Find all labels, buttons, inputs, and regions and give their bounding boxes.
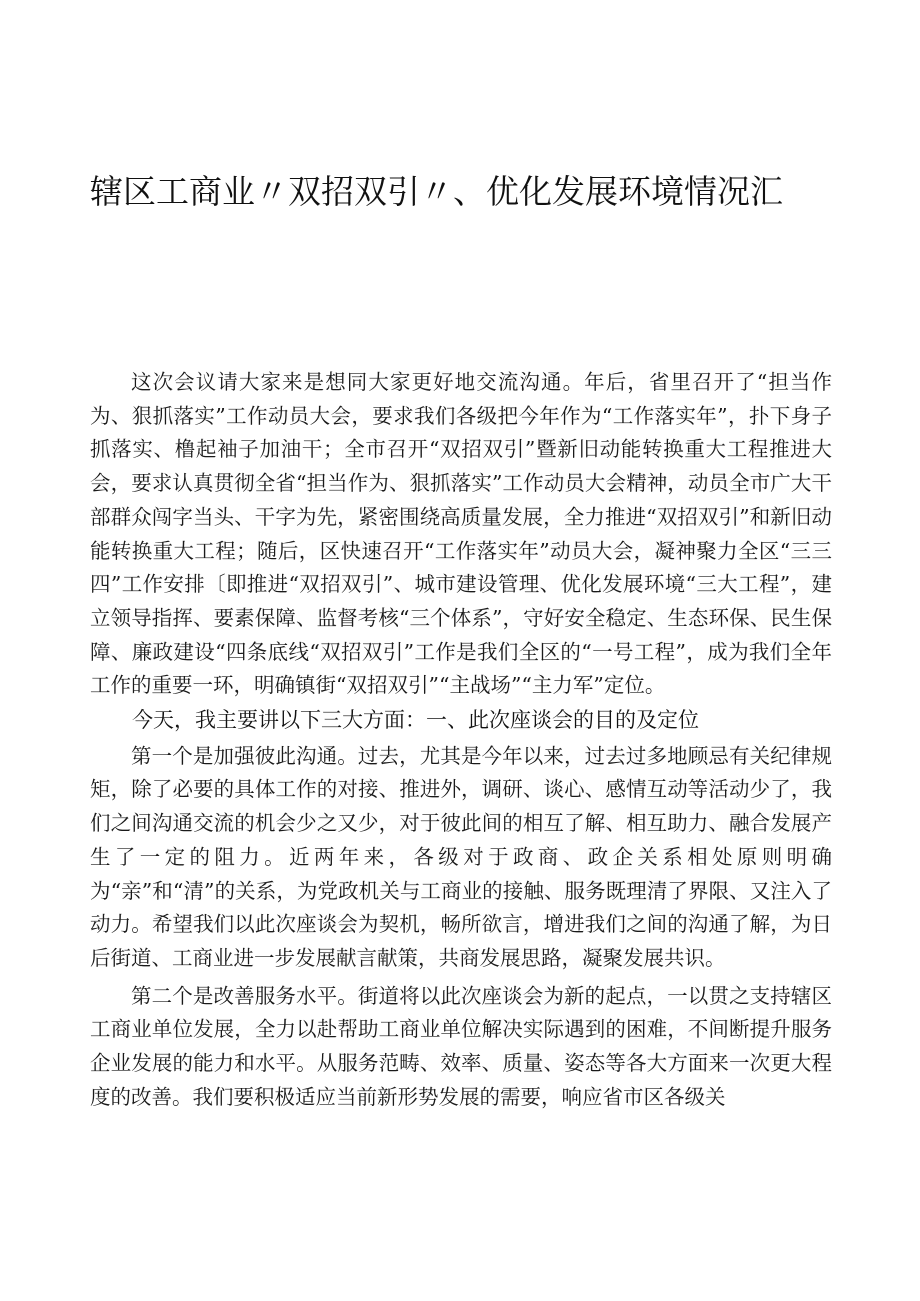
document-title: 辖区工商业〃双招双引〃、优化发展环境情况汇 bbox=[90, 172, 783, 211]
document-body bbox=[90, 366, 832, 1114]
paragraph-intro: 这次会议请大家来是想同大家更好地交流沟通。年后，省里召开了“担当作为、狠抓落实”工作动员大会，要求我们各级把今年作为“工作落实年”，扑下身子抓落实、橹起袖子加油干；全市召开“双招双引”暨新旧动能转换重大工程推进大会，要求认真贯彻全省“担当作为、狠抓落实”工作动员大会精神，动员全市广大干部群众闯字当头、干字为先，紧密围绕高质量发展，全力推进“双招双引”和新旧动能转换重大工程；随后，区快速召开“工作落实年”动员大会，凝神聚力全区“三三四”工作安排〔即推进“双招双引”、城市建设管理、优化发展环境“三大工程”，建立领导指挥、要素保障、监督考核“三个体系”，守好安全稳定、生态环保、民生保障、廉政建设“四条底线“双招双引”工作是我们全区的“一号工程”，成为我们全年工作的重要一环，明确镇街“双招双引”“主战场”“主力军”定位。 bbox=[90, 370, 832, 698]
paragraph-service: 第二个是改善服务水平。街道将以此次座谈会为新的起点，一以贯之支持辖区工商业单位发展，全力以赴帮助工商业单位解决实际遇到的困难，不间断提升服务企业发展的能力和水平。从服务范畴、效率、质量、姿态等各大方面来一次更大程度的改善。我们要积极适应当前新形势发展的需要，响应省市区各级关 bbox=[90, 983, 832, 1109]
paragraph-communication: 第一个是加强彼此沟通。过去，尤其是今年以来，过去过多地顾忌有关纪律规矩，除了必要的具体工作的对接、推进外，调研、谈心、感情互动等活动少了，我们之间沟通交流的机会少之又少，对于彼此间的相互了解、相互助力、融合发展产生了一定的阻力。近两年来，各级对于政商、政企关系相处原则明确为“亲”和“清”的关系，为党政机关与工商业的接触、服务既理清了界限、又注入了动力。希望我们以此次座谈会为契机，畅所欲言，增进我们之间的沟通了解，为日后街道、工商业进一步发展献言献策，共商发展思路，凝聚发展共识。 bbox=[90, 743, 832, 970]
section-heading: 今天，我主要讲以下三大方面：一、此次座谈会的目的及定位 bbox=[132, 708, 699, 733]
